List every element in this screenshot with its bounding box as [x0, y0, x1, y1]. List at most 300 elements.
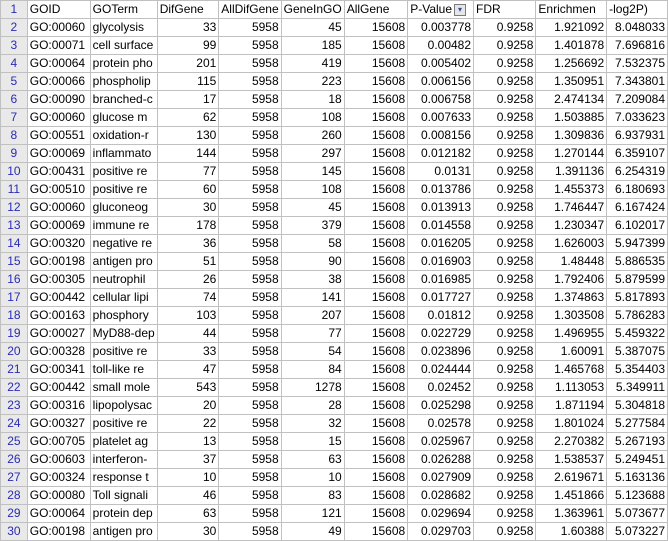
cell-alldifgene[interactable]: 5958 [219, 343, 281, 361]
cell-log2p[interactable]: 5.073227 [607, 523, 668, 541]
cell-goid[interactable]: GO:00198 [27, 523, 90, 541]
cell-pvalue[interactable]: 0.013786 [408, 181, 474, 199]
cell-allgene[interactable]: 15608 [344, 343, 408, 361]
cell-goterm[interactable]: toll-like re [90, 361, 157, 379]
cell-allgene[interactable]: 15608 [344, 145, 408, 163]
row-header[interactable]: 19 [1, 325, 28, 343]
cell-allgene[interactable]: 15608 [344, 325, 408, 343]
cell-fdr[interactable]: 0.9258 [474, 109, 536, 127]
cell-geneingo[interactable]: 15 [281, 433, 344, 451]
cell-log2p[interactable]: 6.937931 [607, 127, 668, 145]
row-header[interactable]: 7 [1, 109, 28, 127]
cell-difgene[interactable]: 51 [157, 253, 219, 271]
row-header[interactable]: 13 [1, 217, 28, 235]
cell-pvalue[interactable]: 0.013913 [408, 199, 474, 217]
cell-geneingo[interactable]: 77 [281, 325, 344, 343]
cell-fdr[interactable]: 0.9258 [474, 469, 536, 487]
cell-difgene[interactable]: 46 [157, 487, 219, 505]
cell-goterm[interactable]: positive re [90, 181, 157, 199]
cell-geneingo[interactable]: 49 [281, 523, 344, 541]
cell-allgene[interactable]: 15608 [344, 289, 408, 307]
cell-fdr[interactable]: 0.9258 [474, 325, 536, 343]
cell-fdr[interactable]: 0.9258 [474, 127, 536, 145]
row-header[interactable]: 16 [1, 271, 28, 289]
cell-enrichment[interactable]: 1.801024 [536, 415, 607, 433]
cell-allgene[interactable]: 15608 [344, 181, 408, 199]
cell-allgene[interactable]: 15608 [344, 55, 408, 73]
cell-geneingo[interactable]: 185 [281, 37, 344, 55]
cell-enrichment[interactable]: 1.871194 [536, 397, 607, 415]
row-header[interactable]: 25 [1, 433, 28, 451]
cell-fdr[interactable]: 0.9258 [474, 451, 536, 469]
cell-alldifgene[interactable]: 5958 [219, 235, 281, 253]
cell-fdr[interactable]: 0.9258 [474, 181, 536, 199]
row-header[interactable]: 20 [1, 343, 28, 361]
cell-fdr[interactable]: 0.9258 [474, 523, 536, 541]
cell-fdr[interactable]: 0.9258 [474, 505, 536, 523]
cell-geneingo[interactable]: 54 [281, 343, 344, 361]
cell-goterm[interactable]: protein pho [90, 55, 157, 73]
cell-pvalue[interactable]: 0.029703 [408, 523, 474, 541]
cell-pvalue[interactable]: 0.003778 [408, 19, 474, 37]
row-header[interactable]: 4 [1, 55, 28, 73]
cell-difgene[interactable]: 130 [157, 127, 219, 145]
row-header[interactable]: 18 [1, 307, 28, 325]
cell-pvalue[interactable]: 0.022729 [408, 325, 474, 343]
row-header[interactable]: 29 [1, 505, 28, 523]
cell-pvalue[interactable]: 0.016985 [408, 271, 474, 289]
cell-goid[interactable]: GO:00305 [27, 271, 90, 289]
header-cell-log2p[interactable]: -log2P) [607, 1, 668, 19]
cell-allgene[interactable]: 15608 [344, 361, 408, 379]
cell-goid[interactable]: GO:00324 [27, 469, 90, 487]
cell-geneingo[interactable]: 108 [281, 181, 344, 199]
cell-alldifgene[interactable]: 5958 [219, 415, 281, 433]
cell-geneingo[interactable]: 45 [281, 199, 344, 217]
cell-geneingo[interactable]: 207 [281, 307, 344, 325]
cell-difgene[interactable]: 30 [157, 199, 219, 217]
cell-fdr[interactable]: 0.9258 [474, 433, 536, 451]
cell-allgene[interactable]: 15608 [344, 379, 408, 397]
cell-goid[interactable]: GO:00431 [27, 163, 90, 181]
cell-enrichment[interactable]: 1.391136 [536, 163, 607, 181]
cell-difgene[interactable]: 103 [157, 307, 219, 325]
row-header[interactable]: 27 [1, 469, 28, 487]
cell-fdr[interactable]: 0.9258 [474, 397, 536, 415]
cell-enrichment[interactable]: 1.451866 [536, 487, 607, 505]
row-header[interactable]: 26 [1, 451, 28, 469]
cell-difgene[interactable]: 30 [157, 523, 219, 541]
cell-enrichment[interactable]: 1.303508 [536, 307, 607, 325]
cell-goid[interactable]: GO:00327 [27, 415, 90, 433]
cell-log2p[interactable]: 5.349911 [607, 379, 668, 397]
cell-allgene[interactable]: 15608 [344, 37, 408, 55]
cell-goterm[interactable]: cell surface [90, 37, 157, 55]
cell-alldifgene[interactable]: 5958 [219, 55, 281, 73]
cell-log2p[interactable]: 6.167424 [607, 199, 668, 217]
cell-difgene[interactable]: 10 [157, 469, 219, 487]
cell-log2p[interactable]: 6.102017 [607, 217, 668, 235]
cell-goterm[interactable]: cellular lipi [90, 289, 157, 307]
cell-difgene[interactable]: 33 [157, 343, 219, 361]
cell-log2p[interactable]: 5.267193 [607, 433, 668, 451]
cell-allgene[interactable]: 15608 [344, 397, 408, 415]
cell-goterm[interactable]: gluconeog [90, 199, 157, 217]
cell-allgene[interactable]: 15608 [344, 415, 408, 433]
cell-difgene[interactable]: 115 [157, 73, 219, 91]
cell-goid[interactable]: GO:00442 [27, 379, 90, 397]
header-cell-goterm[interactable]: GOTerm [90, 1, 157, 19]
cell-goterm[interactable]: protein dep [90, 505, 157, 523]
cell-difgene[interactable]: 37 [157, 451, 219, 469]
cell-fdr[interactable]: 0.9258 [474, 73, 536, 91]
cell-pvalue[interactable]: 0.01812 [408, 307, 474, 325]
cell-log2p[interactable]: 7.209084 [607, 91, 668, 109]
cell-allgene[interactable]: 15608 [344, 253, 408, 271]
cell-pvalue[interactable]: 0.028682 [408, 487, 474, 505]
header-cell-enrichment[interactable]: Enrichmen [536, 1, 607, 19]
cell-pvalue[interactable]: 0.0131 [408, 163, 474, 181]
row-header[interactable]: 28 [1, 487, 28, 505]
cell-goterm[interactable]: glucose m [90, 109, 157, 127]
cell-enrichment[interactable]: 1.538537 [536, 451, 607, 469]
cell-log2p[interactable]: 5.277584 [607, 415, 668, 433]
cell-geneingo[interactable]: 141 [281, 289, 344, 307]
cell-goterm[interactable]: small mole [90, 379, 157, 397]
cell-pvalue[interactable]: 0.016903 [408, 253, 474, 271]
cell-alldifgene[interactable]: 5958 [219, 253, 281, 271]
row-header[interactable]: 11 [1, 181, 28, 199]
cell-goid[interactable]: GO:00064 [27, 55, 90, 73]
row-header[interactable]: 14 [1, 235, 28, 253]
cell-goid[interactable]: GO:00071 [27, 37, 90, 55]
cell-pvalue[interactable]: 0.025967 [408, 433, 474, 451]
cell-goterm[interactable]: interferon- [90, 451, 157, 469]
cell-geneingo[interactable]: 10 [281, 469, 344, 487]
header-cell-fdr[interactable]: FDR [474, 1, 536, 19]
cell-log2p[interactable]: 5.817893 [607, 289, 668, 307]
cell-difgene[interactable]: 33 [157, 19, 219, 37]
cell-allgene[interactable]: 15608 [344, 217, 408, 235]
cell-difgene[interactable]: 74 [157, 289, 219, 307]
cell-enrichment[interactable]: 1.60091 [536, 343, 607, 361]
cell-goid[interactable]: GO:00442 [27, 289, 90, 307]
cell-alldifgene[interactable]: 5958 [219, 325, 281, 343]
cell-allgene[interactable]: 15608 [344, 235, 408, 253]
cell-alldifgene[interactable]: 5958 [219, 91, 281, 109]
cell-goid[interactable]: GO:00060 [27, 109, 90, 127]
cell-fdr[interactable]: 0.9258 [474, 289, 536, 307]
cell-alldifgene[interactable]: 5958 [219, 217, 281, 235]
row-header[interactable]: 17 [1, 289, 28, 307]
cell-goterm[interactable]: phosphory [90, 307, 157, 325]
cell-log2p[interactable]: 5.947399 [607, 235, 668, 253]
cell-alldifgene[interactable]: 5958 [219, 163, 281, 181]
cell-enrichment[interactable]: 2.270382 [536, 433, 607, 451]
cell-goterm[interactable]: positive re [90, 163, 157, 181]
cell-geneingo[interactable]: 1278 [281, 379, 344, 397]
cell-pvalue[interactable]: 0.026288 [408, 451, 474, 469]
cell-pvalue[interactable]: 0.027909 [408, 469, 474, 487]
cell-alldifgene[interactable]: 5958 [219, 181, 281, 199]
cell-allgene[interactable]: 15608 [344, 469, 408, 487]
row-header[interactable]: 10 [1, 163, 28, 181]
cell-goid[interactable]: GO:00320 [27, 235, 90, 253]
cell-alldifgene[interactable]: 5958 [219, 289, 281, 307]
cell-fdr[interactable]: 0.9258 [474, 37, 536, 55]
cell-alldifgene[interactable]: 5958 [219, 73, 281, 91]
cell-log2p[interactable]: 5.123688 [607, 487, 668, 505]
cell-enrichment[interactable]: 1.455373 [536, 181, 607, 199]
cell-geneingo[interactable]: 45 [281, 19, 344, 37]
cell-geneingo[interactable]: 28 [281, 397, 344, 415]
cell-geneingo[interactable]: 83 [281, 487, 344, 505]
cell-allgene[interactable]: 15608 [344, 523, 408, 541]
cell-geneingo[interactable]: 260 [281, 127, 344, 145]
cell-enrichment[interactable]: 1.921092 [536, 19, 607, 37]
cell-geneingo[interactable]: 32 [281, 415, 344, 433]
cell-goterm[interactable]: inflammato [90, 145, 157, 163]
cell-allgene[interactable]: 15608 [344, 127, 408, 145]
cell-enrichment[interactable]: 1.626003 [536, 235, 607, 253]
cell-goid[interactable]: GO:00069 [27, 145, 90, 163]
cell-log2p[interactable]: 8.048033 [607, 19, 668, 37]
cell-difgene[interactable]: 22 [157, 415, 219, 433]
row-header[interactable]: 15 [1, 253, 28, 271]
cell-difgene[interactable]: 201 [157, 55, 219, 73]
cell-fdr[interactable]: 0.9258 [474, 379, 536, 397]
cell-goid[interactable]: GO:00316 [27, 397, 90, 415]
cell-goterm[interactable]: MyD88-dep [90, 325, 157, 343]
cell-allgene[interactable]: 15608 [344, 271, 408, 289]
cell-fdr[interactable]: 0.9258 [474, 415, 536, 433]
cell-geneingo[interactable]: 108 [281, 109, 344, 127]
cell-allgene[interactable]: 15608 [344, 487, 408, 505]
cell-enrichment[interactable]: 1.270144 [536, 145, 607, 163]
cell-goterm[interactable]: negative re [90, 235, 157, 253]
cell-difgene[interactable]: 63 [157, 505, 219, 523]
row-header[interactable]: 12 [1, 199, 28, 217]
cell-geneingo[interactable]: 18 [281, 91, 344, 109]
cell-alldifgene[interactable]: 5958 [219, 379, 281, 397]
row-header[interactable]: 8 [1, 127, 28, 145]
cell-log2p[interactable]: 7.532375 [607, 55, 668, 73]
cell-allgene[interactable]: 15608 [344, 19, 408, 37]
header-cell-difgene[interactable]: DifGene [157, 1, 219, 19]
cell-log2p[interactable]: 5.886535 [607, 253, 668, 271]
cell-allgene[interactable]: 15608 [344, 163, 408, 181]
cell-alldifgene[interactable]: 5958 [219, 451, 281, 469]
cell-geneingo[interactable]: 419 [281, 55, 344, 73]
cell-alldifgene[interactable]: 5958 [219, 271, 281, 289]
cell-log2p[interactable]: 7.343801 [607, 73, 668, 91]
cell-enrichment[interactable]: 1.350951 [536, 73, 607, 91]
cell-log2p[interactable]: 5.786283 [607, 307, 668, 325]
cell-goterm[interactable]: response t [90, 469, 157, 487]
cell-enrichment[interactable]: 1.48448 [536, 253, 607, 271]
cell-difgene[interactable]: 36 [157, 235, 219, 253]
cell-log2p[interactable]: 6.254319 [607, 163, 668, 181]
cell-goterm[interactable]: antigen pro [90, 523, 157, 541]
header-cell-pvalue[interactable] [408, 1, 474, 19]
cell-log2p[interactable]: 5.073677 [607, 505, 668, 523]
cell-log2p[interactable]: 6.180693 [607, 181, 668, 199]
cell-goid[interactable]: GO:00163 [27, 307, 90, 325]
cell-enrichment[interactable]: 2.619671 [536, 469, 607, 487]
cell-fdr[interactable]: 0.9258 [474, 361, 536, 379]
cell-pvalue[interactable]: 0.012182 [408, 145, 474, 163]
cell-pvalue[interactable]: 0.02452 [408, 379, 474, 397]
cell-alldifgene[interactable]: 5958 [219, 469, 281, 487]
cell-goterm[interactable]: platelet ag [90, 433, 157, 451]
cell-goterm[interactable]: phospholip [90, 73, 157, 91]
row-header[interactable]: 5 [1, 73, 28, 91]
cell-goid[interactable]: GO:00060 [27, 199, 90, 217]
cell-fdr[interactable]: 0.9258 [474, 55, 536, 73]
cell-geneingo[interactable]: 63 [281, 451, 344, 469]
cell-difgene[interactable]: 77 [157, 163, 219, 181]
cell-goterm[interactable]: lipopolysac [90, 397, 157, 415]
cell-geneingo[interactable]: 38 [281, 271, 344, 289]
filter-dropdown-icon[interactable]: ▾ [454, 4, 466, 16]
cell-pvalue[interactable]: 0.016205 [408, 235, 474, 253]
cell-fdr[interactable]: 0.9258 [474, 145, 536, 163]
cell-difgene[interactable]: 17 [157, 91, 219, 109]
cell-goterm[interactable]: antigen pro [90, 253, 157, 271]
cell-fdr[interactable]: 0.9258 [474, 307, 536, 325]
cell-enrichment[interactable]: 1.113053 [536, 379, 607, 397]
cell-fdr[interactable]: 0.9258 [474, 217, 536, 235]
cell-geneingo[interactable]: 223 [281, 73, 344, 91]
cell-difgene[interactable]: 99 [157, 37, 219, 55]
cell-alldifgene[interactable]: 5958 [219, 307, 281, 325]
cell-pvalue[interactable]: 0.023896 [408, 343, 474, 361]
cell-difgene[interactable]: 44 [157, 325, 219, 343]
cell-allgene[interactable]: 15608 [344, 199, 408, 217]
cell-difgene[interactable]: 144 [157, 145, 219, 163]
cell-enrichment[interactable]: 1.503885 [536, 109, 607, 127]
cell-geneingo[interactable]: 84 [281, 361, 344, 379]
cell-difgene[interactable]: 13 [157, 433, 219, 451]
cell-alldifgene[interactable]: 5958 [219, 487, 281, 505]
row-header[interactable]: 22 [1, 379, 28, 397]
cell-fdr[interactable]: 0.9258 [474, 199, 536, 217]
cell-goterm[interactable]: glycolysis [90, 19, 157, 37]
header-cell-geneingo[interactable]: GeneInGO [281, 1, 344, 19]
cell-log2p[interactable]: 5.163136 [607, 469, 668, 487]
cell-pvalue[interactable]: 0.007633 [408, 109, 474, 127]
cell-alldifgene[interactable]: 5958 [219, 127, 281, 145]
cell-geneingo[interactable]: 297 [281, 145, 344, 163]
row-header[interactable]: 6 [1, 91, 28, 109]
cell-enrichment[interactable]: 1.496955 [536, 325, 607, 343]
cell-allgene[interactable]: 15608 [344, 73, 408, 91]
header-cell-alldifgene[interactable]: AllDifGene [219, 1, 281, 19]
cell-pvalue[interactable]: 0.025298 [408, 397, 474, 415]
cell-alldifgene[interactable]: 5958 [219, 361, 281, 379]
cell-alldifgene[interactable]: 5958 [219, 523, 281, 541]
cell-enrichment[interactable]: 1.401878 [536, 37, 607, 55]
header-cell-goid[interactable]: GOID [27, 1, 90, 19]
cell-enrichment[interactable]: 1.60388 [536, 523, 607, 541]
cell-goterm[interactable]: immune re [90, 217, 157, 235]
cell-goid[interactable]: GO:00090 [27, 91, 90, 109]
cell-goid[interactable]: GO:00080 [27, 487, 90, 505]
cell-goid[interactable]: GO:00341 [27, 361, 90, 379]
row-header[interactable]: 21 [1, 361, 28, 379]
cell-enrichment[interactable]: 2.474134 [536, 91, 607, 109]
row-header[interactable]: 3 [1, 37, 28, 55]
cell-goid[interactable]: GO:00066 [27, 73, 90, 91]
cell-pvalue[interactable]: 0.02578 [408, 415, 474, 433]
cell-pvalue[interactable]: 0.008156 [408, 127, 474, 145]
cell-pvalue[interactable]: 0.00482 [408, 37, 474, 55]
cell-difgene[interactable]: 60 [157, 181, 219, 199]
cell-pvalue[interactable]: 0.029694 [408, 505, 474, 523]
cell-enrichment[interactable]: 1.363961 [536, 505, 607, 523]
cell-goterm[interactable]: Toll signali [90, 487, 157, 505]
cell-fdr[interactable]: 0.9258 [474, 163, 536, 181]
cell-log2p[interactable]: 5.304818 [607, 397, 668, 415]
cell-allgene[interactable]: 15608 [344, 505, 408, 523]
cell-alldifgene[interactable]: 5958 [219, 109, 281, 127]
cell-log2p[interactable]: 5.879599 [607, 271, 668, 289]
cell-fdr[interactable]: 0.9258 [474, 19, 536, 37]
cell-alldifgene[interactable]: 5958 [219, 397, 281, 415]
cell-goid[interactable]: GO:00705 [27, 433, 90, 451]
cell-log2p[interactable]: 7.696816 [607, 37, 668, 55]
cell-goid[interactable]: GO:00198 [27, 253, 90, 271]
cell-goid[interactable]: GO:00064 [27, 505, 90, 523]
cell-log2p[interactable]: 5.459322 [607, 325, 668, 343]
cell-fdr[interactable]: 0.9258 [474, 253, 536, 271]
cell-fdr[interactable]: 0.9258 [474, 235, 536, 253]
cell-allgene[interactable]: 15608 [344, 307, 408, 325]
cell-fdr[interactable]: 0.9258 [474, 487, 536, 505]
cell-fdr[interactable]: 0.9258 [474, 343, 536, 361]
cell-difgene[interactable]: 47 [157, 361, 219, 379]
cell-log2p[interactable]: 5.354403 [607, 361, 668, 379]
row-header[interactable]: 1 [1, 1, 28, 19]
cell-fdr[interactable]: 0.9258 [474, 271, 536, 289]
cell-allgene[interactable]: 15608 [344, 91, 408, 109]
cell-enrichment[interactable]: 1.465768 [536, 361, 607, 379]
row-header[interactable]: 9 [1, 145, 28, 163]
cell-alldifgene[interactable]: 5958 [219, 37, 281, 55]
cell-difgene[interactable]: 26 [157, 271, 219, 289]
cell-log2p[interactable]: 7.033623 [607, 109, 668, 127]
cell-difgene[interactable]: 20 [157, 397, 219, 415]
cell-enrichment[interactable]: 1.230347 [536, 217, 607, 235]
cell-goid[interactable]: GO:00510 [27, 181, 90, 199]
cell-geneingo[interactable]: 379 [281, 217, 344, 235]
cell-difgene[interactable]: 62 [157, 109, 219, 127]
cell-alldifgene[interactable]: 5958 [219, 19, 281, 37]
cell-enrichment[interactable]: 1.374863 [536, 289, 607, 307]
cell-allgene[interactable]: 15608 [344, 451, 408, 469]
cell-geneingo[interactable]: 58 [281, 235, 344, 253]
cell-difgene[interactable]: 178 [157, 217, 219, 235]
cell-geneingo[interactable]: 90 [281, 253, 344, 271]
cell-enrichment[interactable]: 1.746447 [536, 199, 607, 217]
cell-allgene[interactable]: 15608 [344, 109, 408, 127]
cell-pvalue[interactable]: 0.005402 [408, 55, 474, 73]
cell-pvalue[interactable]: 0.014558 [408, 217, 474, 235]
cell-alldifgene[interactable]: 5958 [219, 145, 281, 163]
cell-pvalue[interactable]: 0.024444 [408, 361, 474, 379]
cell-goid[interactable]: GO:00603 [27, 451, 90, 469]
header-cell-allgene[interactable]: AllGene [344, 1, 408, 19]
